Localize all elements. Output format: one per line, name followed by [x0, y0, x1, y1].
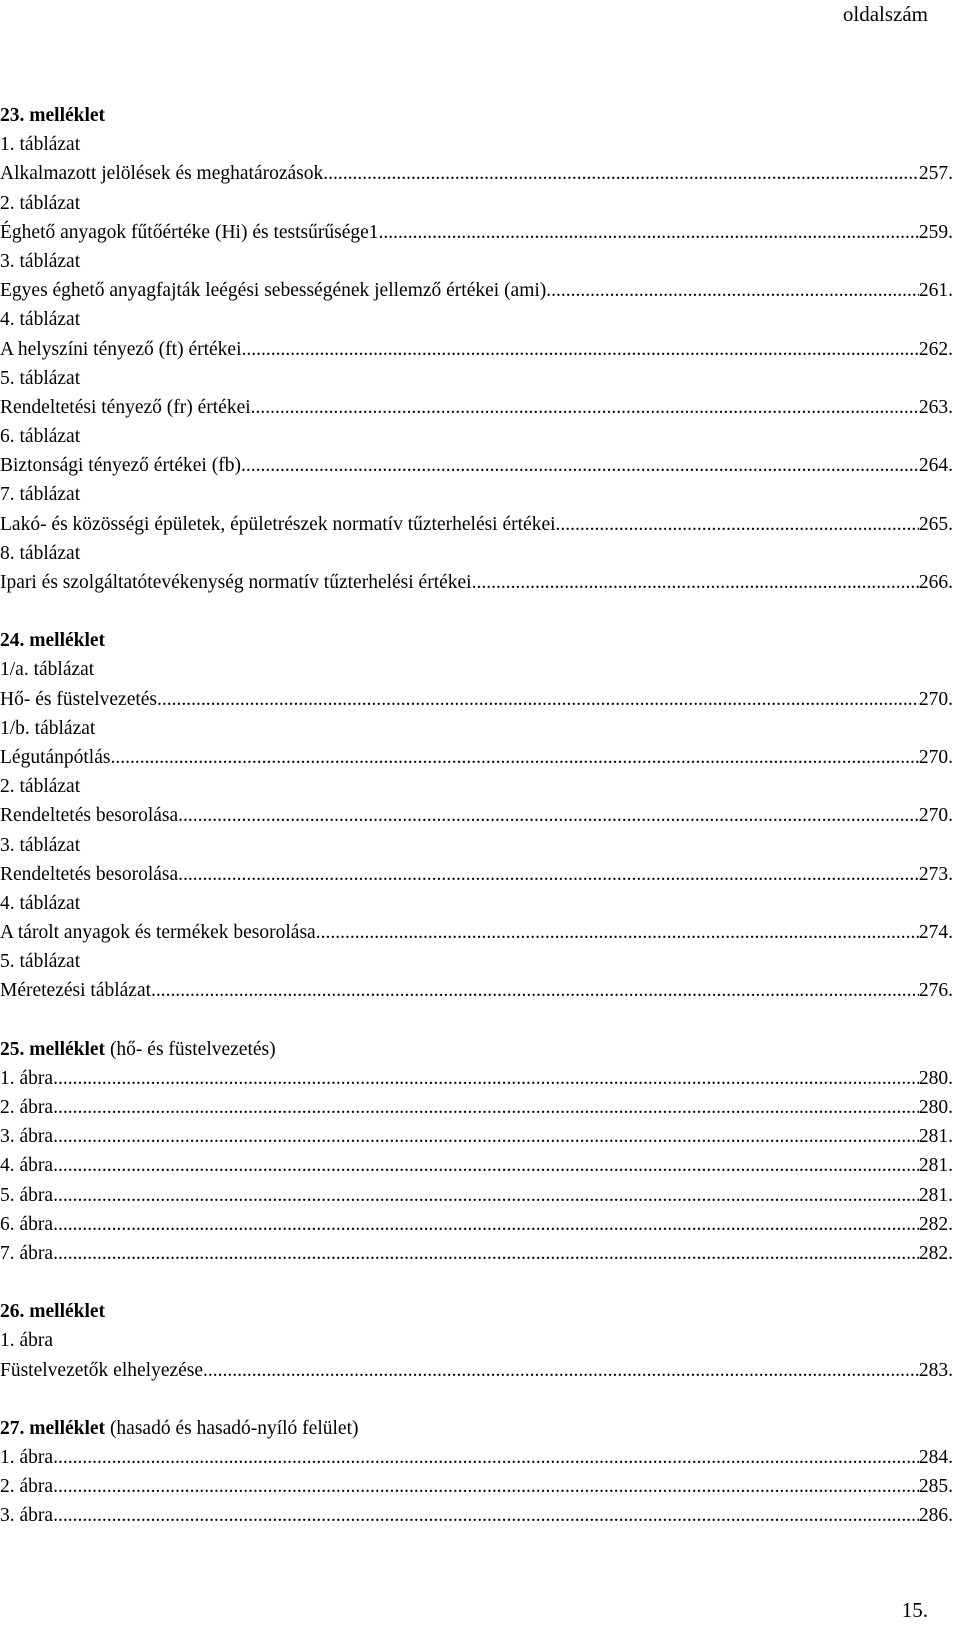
toc-entry-text: Füstelvezetők elhelyezése	[0, 1359, 204, 1381]
toc-entry[interactable]	[0, 1356, 953, 1385]
dot-leader	[379, 218, 919, 247]
toc-entry-page: 274.	[918, 922, 953, 944]
toc-entry-text: Méretezési táblázat	[0, 980, 152, 1002]
toc-entry-text: 3. ábra	[0, 1505, 54, 1527]
toc-entry-text: 5. ábra	[0, 1184, 54, 1206]
dot-leader	[53, 1239, 919, 1268]
toc-entry[interactable]	[0, 743, 953, 772]
toc-entry-page: 283.	[918, 1359, 953, 1381]
toc-entry-page: 270.	[918, 746, 953, 768]
toc-entry[interactable]	[0, 393, 953, 422]
toc-entry-text: A helyszíni tényező (ft) értékei	[0, 338, 242, 360]
toc-item-label: 8. táblázat	[0, 542, 81, 564]
toc-entry[interactable]	[0, 801, 953, 830]
toc-entry-text: Légutánpótlás	[0, 746, 111, 768]
toc-entry[interactable]	[0, 451, 953, 480]
toc-entry-text: 2. ábra	[0, 1097, 54, 1118]
toc-entry-page: 259.	[918, 221, 953, 243]
dot-leader	[178, 860, 919, 889]
toc-entry[interactable]	[0, 860, 953, 889]
page-header-label: oldalszám	[842, 2, 928, 26]
toc-item-label: 1. táblázat	[0, 134, 81, 156]
toc-entry[interactable]	[0, 1443, 953, 1472]
toc-entry[interactable]	[0, 918, 953, 947]
toc-entry[interactable]	[0, 1064, 953, 1093]
toc-entry-page: 281.	[918, 1184, 953, 1206]
toc-entry-text: 1. ábra	[0, 1446, 54, 1468]
toc-item-label: 2. táblázat	[0, 192, 81, 214]
toc-entry[interactable]	[0, 510, 953, 539]
annex-section	[0, 1035, 953, 1269]
dot-leader	[203, 1356, 919, 1385]
dot-leader	[53, 1443, 919, 1472]
toc-item-label: 1. ábra	[0, 1330, 54, 1352]
toc-item-label: 5. táblázat	[0, 367, 81, 389]
annex-title-note: (hasadó és hasadó-nyíló felület)	[105, 1417, 359, 1439]
toc-entry[interactable]	[0, 568, 953, 597]
toc-entry-page: 281.	[918, 1126, 953, 1148]
page-number: 15.	[901, 1598, 928, 1622]
dot-leader	[472, 568, 919, 597]
toc-entry-text: Rendeltetés besorolása	[0, 805, 179, 827]
annex-section	[0, 1297, 953, 1385]
toc-entry[interactable]	[0, 1151, 953, 1180]
dot-leader	[316, 918, 919, 947]
dot-leader	[323, 159, 919, 188]
toc-entry-text: Hő- és füstelvezetés	[0, 688, 158, 710]
toc-entry-page: 261.	[918, 280, 953, 302]
toc-entry-page: 286.	[918, 1505, 953, 1527]
annex-section	[0, 626, 953, 1005]
toc-entry-page: 265.	[918, 513, 953, 535]
toc-entry-text: Éghető anyagok fűtőértéke (Hi) és testsűrűsége1	[0, 221, 379, 243]
dot-leader	[53, 1181, 919, 1210]
toc-item-label: 2. táblázat	[0, 776, 81, 798]
toc-item-label: 6. táblázat	[0, 426, 81, 448]
annex-title	[0, 101, 953, 130]
annex-title	[0, 1297, 953, 1326]
toc-entry-page: 282.	[918, 1213, 953, 1235]
annex-section	[0, 1414, 953, 1531]
toc-entry[interactable]	[0, 1093, 953, 1122]
toc-entry-text: A tárolt anyagok és termékek besorolása	[0, 922, 316, 944]
toc-entry-text: 2. ábra	[0, 1476, 54, 1498]
toc-entry[interactable]	[0, 276, 953, 305]
toc-entry-text: 6. ábra	[0, 1213, 54, 1235]
toc-entry-text: 3. ábra	[0, 1126, 54, 1148]
toc-entry-text: Ipari és szolgáltatótevékenység normatív tűzterhelési értékei	[0, 572, 472, 593]
dot-leader	[53, 1064, 919, 1093]
annex-title-bold: 27. melléklet	[0, 1417, 106, 1439]
toc-entry[interactable]	[0, 976, 953, 1005]
toc-entry[interactable]	[0, 1472, 953, 1501]
toc-entry-page: 264.	[918, 455, 953, 477]
toc-entry-text: Alkalmazott jelölések és meghatározások	[0, 163, 324, 185]
dot-leader	[53, 1093, 919, 1122]
toc-item-label: 1/b. táblázat	[0, 717, 96, 739]
toc-entry[interactable]	[0, 1181, 953, 1210]
toc-entry-page: 282.	[918, 1242, 953, 1264]
toc-item-label: 4. táblázat	[0, 892, 81, 914]
dot-leader	[241, 335, 918, 364]
toc-entry[interactable]	[0, 159, 953, 188]
toc-entry[interactable]	[0, 1210, 953, 1239]
annex-section	[0, 101, 953, 597]
annex-title-bold: 26. melléklet	[0, 1301, 106, 1323]
toc-entry-text: 4. ábra	[0, 1155, 54, 1177]
toc-entry[interactable]	[0, 685, 953, 714]
toc-entry[interactable]	[0, 218, 953, 247]
toc-entry-page: 262.	[918, 338, 953, 360]
toc-entry-page: 281.	[918, 1155, 953, 1177]
dot-leader	[546, 276, 919, 305]
toc-entry-page: 280.	[918, 1097, 953, 1118]
dot-leader	[157, 685, 919, 714]
toc-entry-page: 257.	[918, 163, 953, 185]
toc-entry-text: Rendeltetés besorolása	[0, 863, 179, 885]
dot-leader	[151, 976, 919, 1005]
toc-item-label: 3. táblázat	[0, 250, 81, 272]
dot-leader	[251, 393, 919, 422]
toc-entry-text: Biztonsági tényező értékei (fb)	[0, 455, 241, 477]
annex-title-note: (hő- és füstelvezetés)	[105, 1038, 276, 1060]
annex-title	[0, 1414, 953, 1443]
dot-leader	[53, 1122, 919, 1151]
dot-leader	[556, 510, 919, 539]
annex-title-bold: 25. melléklet	[0, 1038, 106, 1060]
toc-entry[interactable]	[0, 1122, 953, 1151]
dot-leader	[53, 1501, 919, 1530]
table-of-contents	[0, 101, 953, 1559]
toc-entry-page: 280.	[918, 1067, 953, 1089]
toc-item-label: 7. táblázat	[0, 484, 81, 506]
toc-entry-text: Egyes éghető anyagfajták leégési sebességének jellemző értékei (ami)	[0, 280, 547, 302]
toc-entry-page: 266.	[918, 572, 953, 593]
toc-entry[interactable]	[0, 1501, 953, 1530]
annex-title-bold: 24. melléklet	[0, 630, 106, 652]
toc-entry-page: 270.	[918, 688, 953, 710]
toc-entry-text: 7. ábra	[0, 1242, 54, 1264]
dot-leader	[53, 1210, 919, 1239]
toc-item-label: 5. táblázat	[0, 951, 81, 973]
toc-entry[interactable]	[0, 335, 953, 364]
toc-entry[interactable]	[0, 1239, 953, 1268]
toc-entry-page: 284.	[918, 1446, 953, 1468]
dot-leader	[53, 1151, 919, 1180]
toc-entry-page: 263.	[918, 396, 953, 418]
toc-entry-page: 285.	[918, 1476, 953, 1498]
toc-entry-text: 1. ábra	[0, 1067, 54, 1089]
toc-entry-page: 270.	[918, 805, 953, 827]
toc-entry-text: Rendeltetési tényező (fr) értékei	[0, 396, 251, 418]
toc-item-label: 1/a. táblázat	[0, 659, 95, 681]
dot-leader	[110, 743, 918, 772]
dot-leader	[241, 451, 919, 480]
annex-title	[0, 626, 953, 655]
annex-title-bold: 23. melléklet	[0, 105, 106, 126]
toc-entry-page: 273.	[918, 863, 953, 885]
toc-item-label: 3. táblázat	[0, 834, 81, 856]
toc-item-label: 4. táblázat	[0, 309, 81, 331]
toc-entry-text: Lakó- és közösségi épületek, épületrészek normatív tűzterhelési értékei	[0, 513, 556, 535]
toc-entry-page: 276.	[918, 980, 953, 1002]
dot-leader	[53, 1472, 919, 1501]
annex-title	[0, 1035, 953, 1064]
dot-leader	[178, 801, 919, 830]
